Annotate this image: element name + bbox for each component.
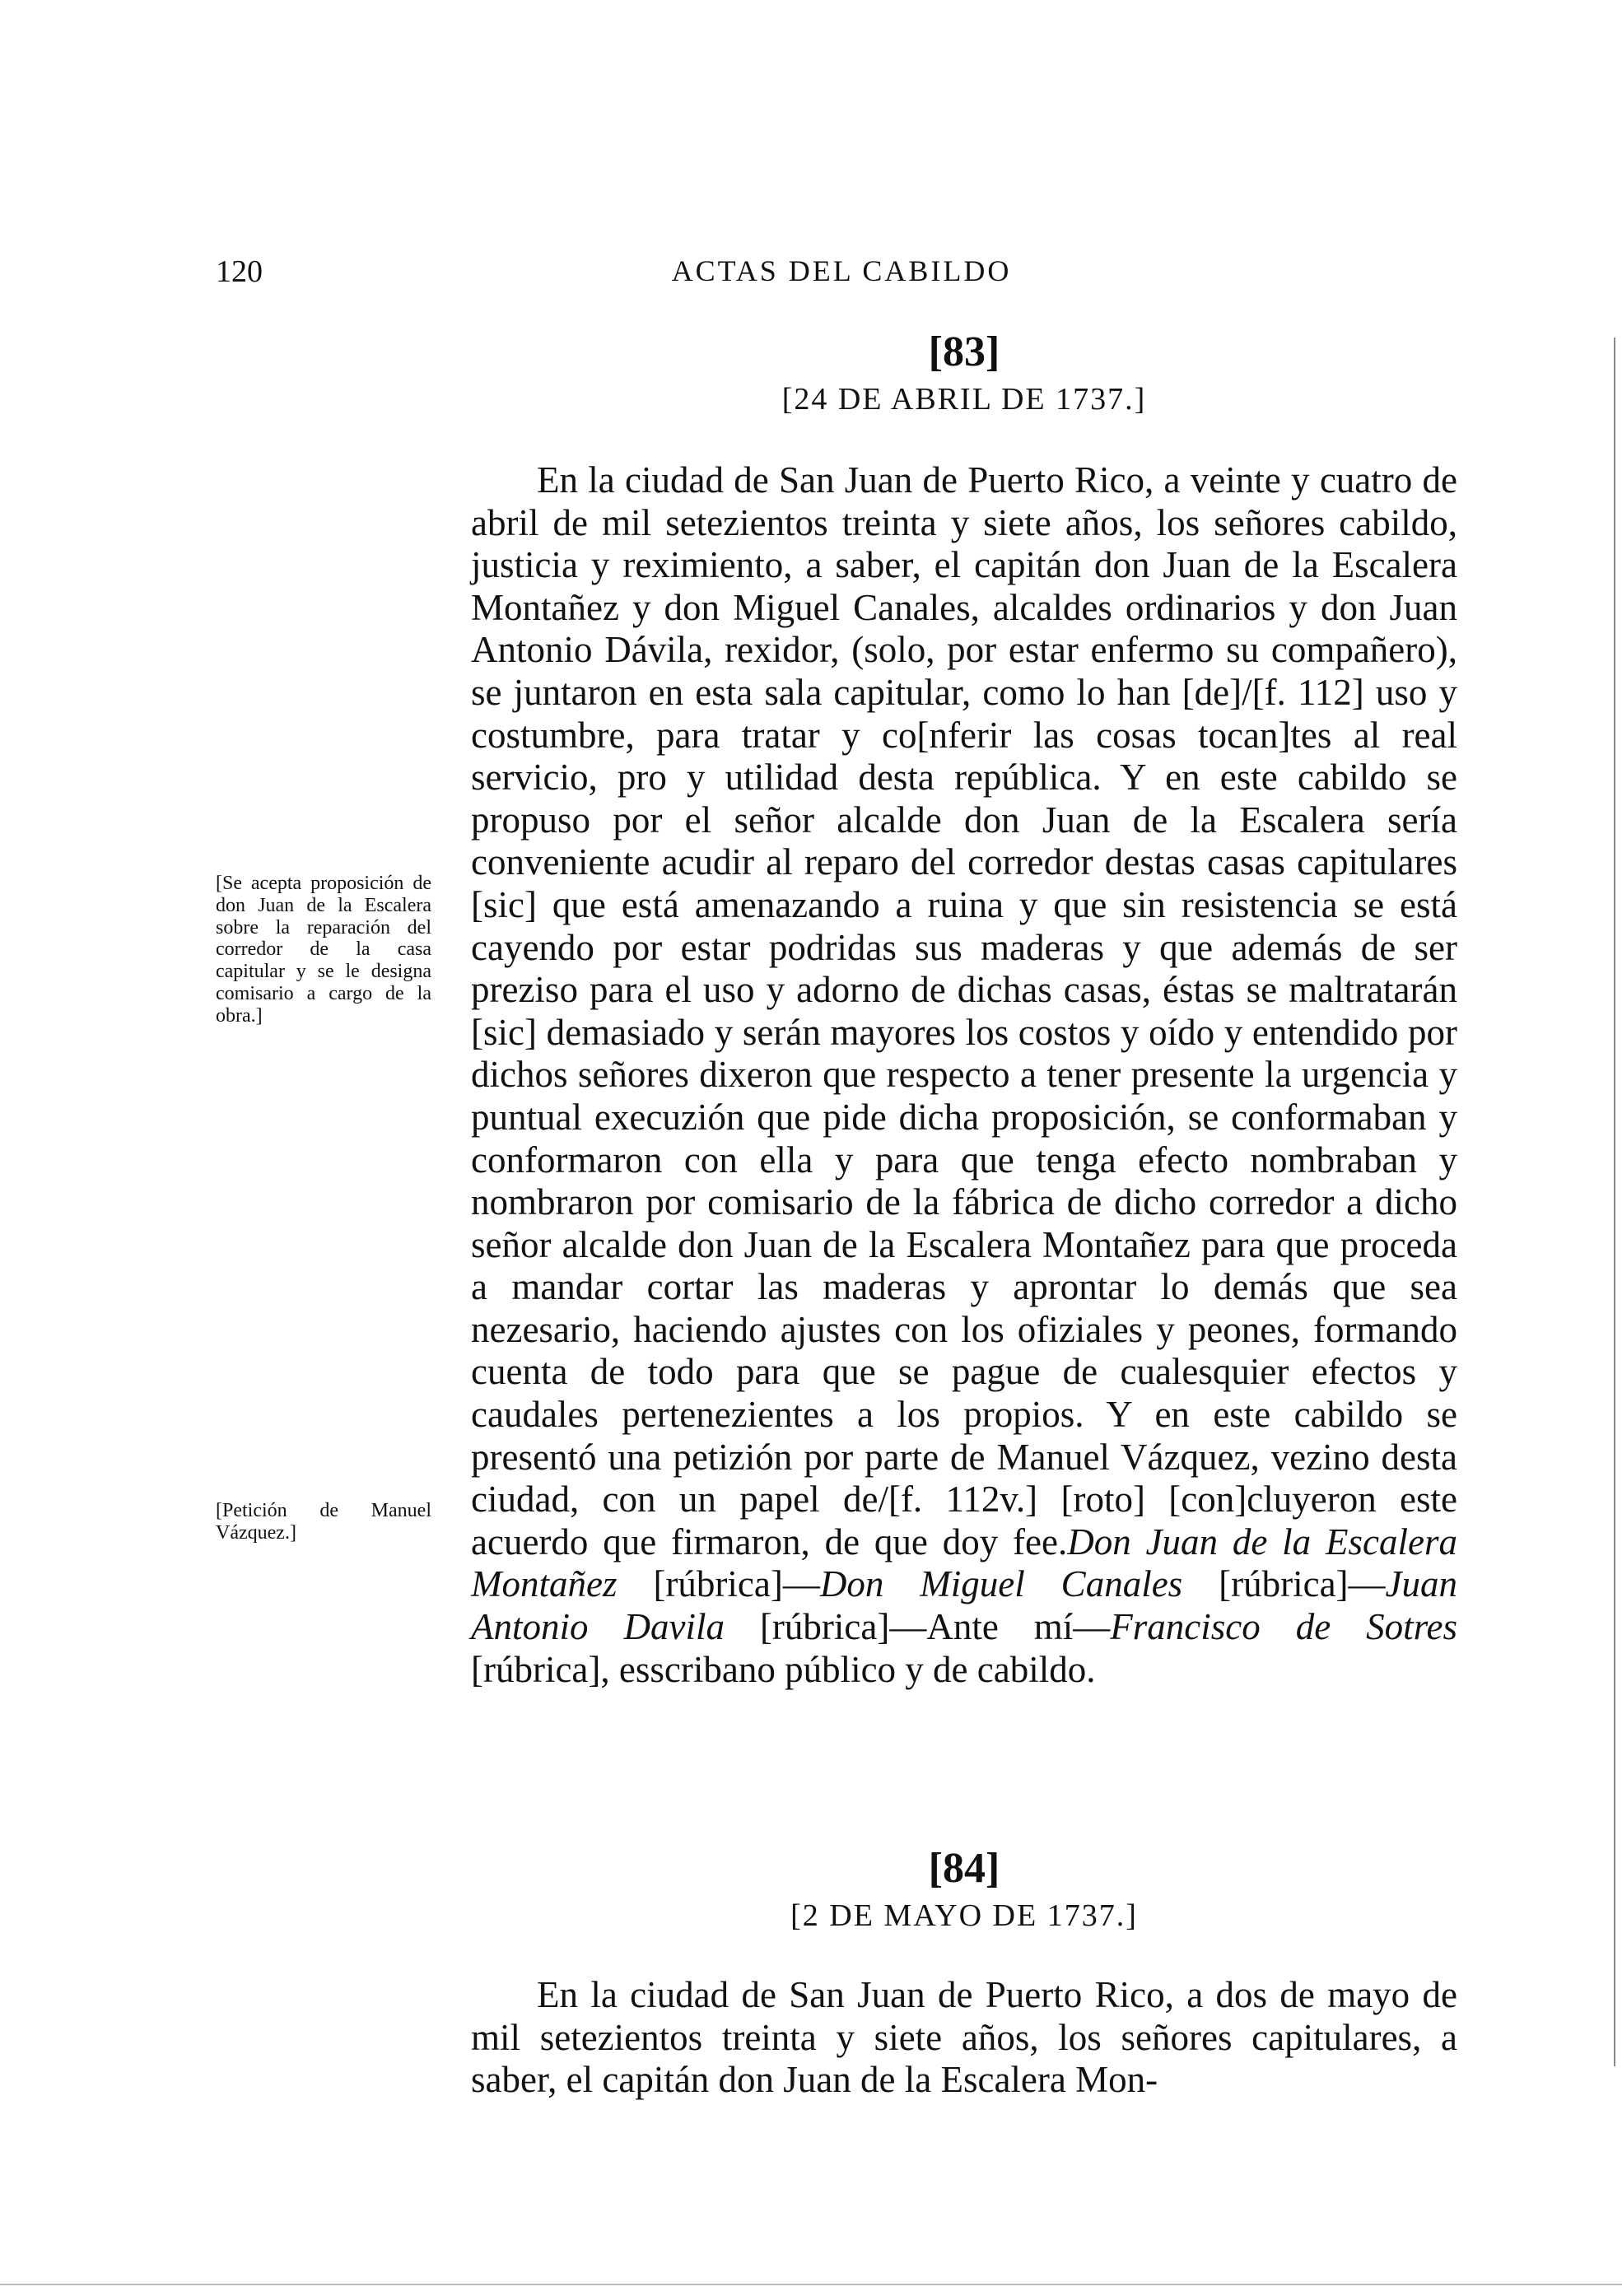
signature-mark: [rúbrica]—Ante mí—: [759, 1606, 1111, 1648]
signature-name: Francisco de Sotres: [1110, 1606, 1458, 1648]
signature-name: Juan Antonio Davila: [471, 1563, 1458, 1648]
section-83-header: [471, 328, 1457, 417]
body-paragraph: [471, 459, 1457, 1691]
closing-text: [rúbrica], esscribano público y de cabildo.: [471, 1648, 1096, 1690]
section-number: [84]: [928, 1845, 1000, 1892]
signature-name: Don Juan de la Escalera Montañez: [471, 1521, 1457, 1605]
margin-note: [Petición de Manuel Vázquez.]: [216, 1500, 431, 1544]
margin-note: [Se acepta proposición de don Juan de la Escalera sobre la reparación del corredor de la casa capitular y se le designa comisario a cargo de la obra.]: [216, 873, 431, 1027]
scan-edge-line: [1614, 338, 1615, 2066]
section-date: [2 DE MAYO DE 1737.]: [790, 1898, 1138, 1933]
page-number: 120: [216, 254, 263, 289]
section-83-body: [471, 459, 1457, 1691]
section-84-header: [471, 1844, 1457, 1934]
signature-mark: [rúbrica]—: [1219, 1563, 1386, 1605]
signature-mark: [rúbrica]—: [653, 1563, 820, 1605]
paragraph-text: En la ciudad de San Juan de Puerto Rico, a veinte y cuatro de abril de mil setezientos treinta y siete años, los señores cabildo, justicia y reximiento, a saber, el capitán don Juan de la Escalera Montañez y don Miguel Canales, alcaldes ordinarios y don Juan Antonio Dávila, rexidor, (solo, por estar enfermo su compañero), se juntaron en esta sala capitular, como lo han [de]/[f. 112] uso y costumbre, para tratar y co[nferir las cosas tocan]tes al real servicio, pro y utilidad desta república. Y en este cabildo se propuso por el señor alcalde don Juan de la Escalera sería conveniente acudir al reparo del corredor destas casas capitulares [sic] que está amenazando a ruina y que sin resistencia se está cayendo por estar podridas sus maderas y que además de ser preziso para el uso y adorno de dichas casas, éstas se maltratarán [sic] demasiado y serán mayores los costos y oído y entendido por dichos señores dixeron que respecto a tener presente la urgencia y puntual execuzión que pide dicha proposición, se conformaban y conformaron con ella y para que tenga efecto nombraban y nombraron por comisario de la fábrica de dicho corredor a dicho señor alcalde don Juan de la Escalera Montañez para que proceda a mandar cortar las maderas y aprontar lo demás que sea nezesario, haciendo ajustes con los ofiziales y peones, formando cuenta de todo para que se pague de cualesquier efectos y caudales pertenezientes a los propios. Y en este cabildo se presentó una petizión por parte de Manuel Vázquez, vezino desta ciudad, con un papel de/[f. 112v.] [roto] [con]cluyeron este acuerdo que firmaron, de que doy fee.: [471, 459, 1457, 1562]
signature-name: Don Miguel Canales: [819, 1563, 1183, 1605]
section-number: [83]: [928, 328, 1000, 375]
running-head: [216, 254, 1467, 303]
running-title: ACTAS DEL CABILDO: [671, 254, 1012, 287]
scan-bottom-line: [0, 2284, 1622, 2285]
body-paragraph: En la ciudad de San Juan de Puerto Rico, a dos de mayo de mil setezientos treinta y siete años, los señores capitulares, a saber, el capitán don Juan de la Escalera Mon-: [471, 1974, 1457, 2101]
section-84-body: [471, 1974, 1457, 2102]
section-date: [24 DE ABRIL DE 1737.]: [781, 382, 1147, 417]
